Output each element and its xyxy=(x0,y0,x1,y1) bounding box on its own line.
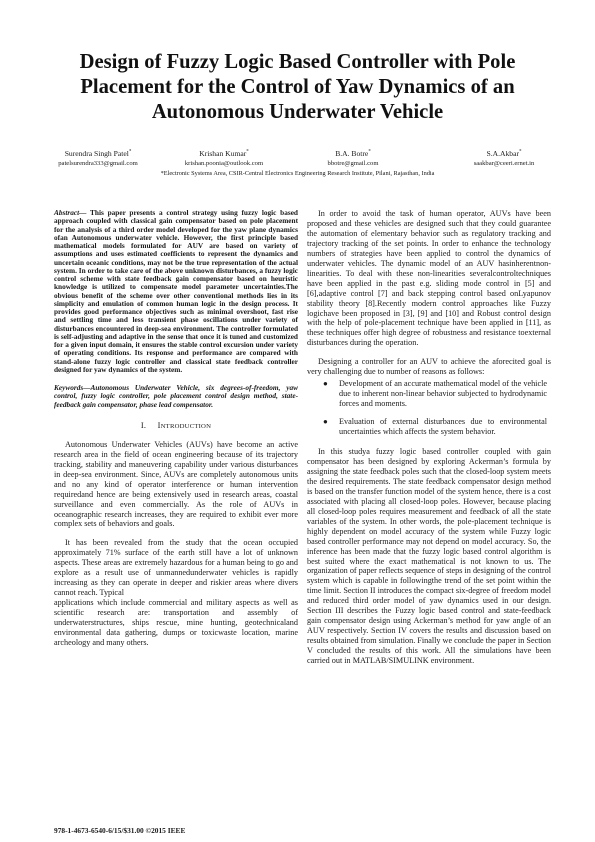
author-email: saakbar@ceeri.ernet.in xyxy=(473,159,535,167)
author-entry xyxy=(46,147,150,169)
body-paragraph: In order to avoid the task of human operator, AUVs have been proposed and these vehicles are designed such that they could guarantee the automation of elementary behavior such as regulatory tracking and trajectory tracking of the set points. In order to enhance the technology numbers of strategies have been applied to control the dynamics of underwater vehicles. The dynamic model of an AUV hasinherentnon-linearities. To deal with these non-linearities severalcontroltechniques have been applied in the past e.g. sliding mode control in [5] and [6],adaptive control [7] and back stepping control based onLyapunov stability theory [8].Recently modern control approaches like Fuzzy logichave been proposed in [3], [9] and [10] and Robust control design with the help of pole-placement technique have been applied in [11], as these techniques offer high degree of robustness and resistance toexternal disturbances during the operation. xyxy=(307,209,551,348)
abstract xyxy=(54,209,298,374)
author-email: patelsurendra333@gmail.com xyxy=(58,159,138,167)
author-email: krishan.poonia@outlook.com xyxy=(184,159,264,167)
author-entry xyxy=(308,147,398,169)
abstract-text: This paper presents a control strategy using fuzzy logic based approach coupled with classical gain compensator based on pole placement for the analysis of a third order model developed for the yaw plane dynamics ofan Autonomous underwater vehicle. However, the first principle based mathematical models formulated for AUV are based on variety of assumptions and uses estimated coefficients to represent the dynamics and uncertain oceanic conditions, may not be the true representation of the actual system. In order to take care of the above unknown disturbances, a fuzzy logic control scheme with state feedback gain compensator based on heuristic knowledge is utilized to compensate model parameter uncertainties.The obvious benefit of the scheme over other conventional methods lies in its simplicity and emulation of common human logic in the design process. It provides good performance objectives such as minimal overshoot, fast rise and settling time and less transient phase oscillations under variety of disturbances encountered in deep-sea environment. The controller formulated is self-adjusting and adaptive in the sense that once it is tuned and customized for a given input domain, it ensures the stable control excursion under variety of operating conditions. Its response and performance are compared with stand-alone fuzzy logic controller and classical state feedback controller designed for yaw dynamics of the system. xyxy=(54,208,298,374)
copyright-footer: 978-1-4673-6540-6/15/$31.00 ©2015 IEEE xyxy=(54,826,186,835)
author-entry xyxy=(454,147,554,169)
challenge-list xyxy=(307,379,551,437)
keywords-label: Keywords— xyxy=(54,383,91,392)
keywords xyxy=(54,384,298,409)
keywords-text: Autonomous Underwater Vehicle, six degrees-of-freedom, yaw control, fuzzy logic controller, pole placement control design method, state-feedback gain compensator, phase lead compensator. xyxy=(54,383,298,409)
body-paragraph: Designing a controller for an AUV to achieve the aforecited goal is very challenging due to number of reasons as follows: xyxy=(307,357,551,377)
intro-paragraph: It has been revealed from the study that the ocean occupied approximately 71% surface of the earth still have a lot of unknown aspects. These areas are extremely hazardous for a human being to go and explore as a result use of unmannedunderwater vehicles is rapidly increasing as they can operate in deeper and riskier areas where divers cannot reach. Typical xyxy=(54,538,298,598)
list-item: ● Development of an accurate mathematical model of the vehicle due to inherent non-linear behavior subjected to hydrodynamic forces and moments. xyxy=(323,379,547,409)
paper-title: Design of Fuzzy Logic Based Controller with Pole Placement for the Control of Yaw Dynamics of an Autonomous Underwater Vehicle xyxy=(79,51,516,123)
author-entry xyxy=(172,147,276,169)
intro-paragraph: applications which include commercial and military aspects as well as scientific research are: transportation and assembly of underwaterstructures, ships rescue, mine hunting, geotechnicaland environmental data gathering, dumps or toxicwaste location, marine archeology and many others. xyxy=(54,598,298,647)
author-name: Krishan Kumar* xyxy=(199,148,249,158)
body-paragraph: In this studya fuzzy logic based controller coupled with gain compensator has been designed by exploring Ackerman’s formula by assigning the state feedback poles such that the closed-loop system meets the desired requirements. The state feedback compensator design method is based on the transfer function model of the system hence, there is a cost associated with placing all closed-loop poles. However, because placing all closed-loop poles requires measurement and feedback of all the state variables of the system. In other words, the pole-placement technique is highly dependent on model accuracy of the system while Fuzzy logic based controller performance may not depend on model accuracy. So, the inference has been made that the fuzzy logic based control algorithm is best suited where the exact mathematical is not known to us. The organization of paper reflects sequence of steps in designing of the control system which is capable in followingthe trend of the set point within the time limit. Section II introduces the compact six-degree of freedom model and reduced third order model of yaw dynamics used in our design. Section III describes the Fuzzy logic based control and state-feedback gain compensator design using Ackerman’s method for yaw angle of an AUV respectively. Section IV covers the results and discussion based on results obtained from simulation. Finally we conclude the paper in Section V concluded the results of this work. All the simulations have been carried out in MATLAB/SIMULINK environment. xyxy=(307,447,551,666)
author-block xyxy=(54,147,554,169)
bullet-icon: ● xyxy=(323,379,328,389)
author-name: S.A.Akbar* xyxy=(486,148,522,158)
intro-paragraph: Autonomous Underwater Vehicles (AUVs) have become an active research area in the field of ocean engineering because of its trajectory tracking, stability and maneuvering capability under various disturbances in deep-sea environment. Since, AUVs are completely autonomous units and no any kind of operator interference or human intervention requiredand hence are being extensively used in research areas, coastal surveillance and even commercially. As the role of AUVs in oceanographic research increases, they are required to exhibit ever more complex sets of behaviors and goals. xyxy=(54,439,298,529)
author-name: B.A. Botre* xyxy=(335,148,371,158)
left-column xyxy=(54,209,298,648)
right-column xyxy=(307,209,551,675)
bullet-icon: ● xyxy=(323,417,328,427)
list-item: ● Evaluation of external disturbances due to environmental uncertainties which affects the system behavior. xyxy=(323,417,547,437)
author-name: Surendra Singh Patel* xyxy=(64,148,132,158)
abstract-label: Abstract— xyxy=(54,208,87,217)
author-email: bbotre@gmail.com xyxy=(327,159,379,167)
section-heading-introduction: I. INTRODUCTION xyxy=(140,420,212,430)
affiliation: *Electronic Systems Area, CSIR-Central Electronics Engineering Research Institute, Pilani, Rajasthan, India xyxy=(160,170,435,177)
